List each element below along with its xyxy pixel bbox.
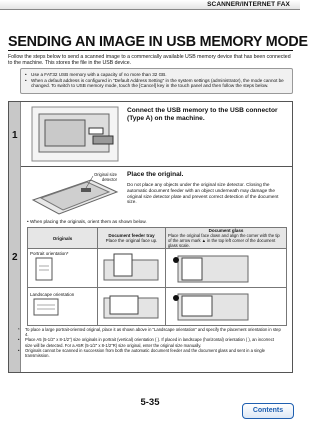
step-1-heading: Connect the USB memory to the USB connector (Type A) on the machine. — [127, 107, 278, 122]
step-2-body: Do not place any objects under the original size detector. Closing the automatic document feeder with an object underneath may damage the original size detector plate and prevent correct detection of the document size. — [127, 182, 279, 205]
portrait-feeder-cell — [98, 249, 166, 288]
footnote-text: Originals cannot be scanned in succession from both the automatic document feeder and the document glass and sent in a single transmission. — [25, 347, 265, 359]
step-2-heading: Place the original. — [127, 171, 184, 178]
note-item: • Use a FAT32 USB memory with a capacity of no more than 32 GB. — [25, 72, 288, 78]
portrait-page-icon — [30, 256, 60, 284]
col-feeder-title: Document feeder tray — [108, 233, 155, 238]
step-1-number: 1 — [12, 130, 18, 141]
step-2-number: 2 — [12, 252, 18, 263]
page-title: SENDING AN IMAGE IN USB MEMORY MODE — [8, 34, 308, 50]
detector-label: Original size detector — [93, 172, 117, 182]
footnote-mark: • — [18, 347, 20, 353]
header-bar — [0, 0, 300, 10]
footnote-mark: * — [18, 327, 20, 332]
col-glass — [166, 228, 287, 249]
footnote-text: Place A5 (5-1/2" x 8-1/2") size originals in portrait (vertical) orientation ( ). If placed in landscape (horizontal) orientation ( ), an incorrect size will be detected. For a A5R (5-1/2" x 8-1/2"R) size original, enter the original size manually. — [25, 337, 274, 348]
col-feeder-sub: Place the original face up. — [105, 238, 158, 243]
portrait-glass-cell — [166, 249, 287, 288]
usb-connector-illustration — [31, 106, 119, 162]
landscape-glass-cell — [166, 288, 287, 326]
footnote — [18, 337, 282, 347]
footnote — [18, 348, 282, 358]
glass-portrait-illustration — [168, 252, 276, 284]
row-portrait-label — [28, 249, 98, 288]
contents-button[interactable]: Contents — [242, 403, 294, 419]
footnotes — [18, 327, 282, 358]
col-originals: Originals — [28, 228, 98, 249]
note-item: • When a default address is configured in "Default Address Setting" in the system settings (administrator), the mode cannot be changed. To switch to USB memory mode, touch the [Cancel] key in the touch panel and then follow the steps below. — [25, 78, 288, 89]
orientation-table — [27, 227, 287, 326]
landscape-page-icon — [30, 297, 64, 321]
portrait-label: Portrait orientation* — [30, 251, 69, 256]
orientation-bullet: • When placing the originals, orient them as shown below. — [27, 219, 147, 224]
page-number: 5-35 — [140, 397, 160, 408]
glass-landscape-illustration — [168, 290, 276, 322]
footnote — [18, 327, 282, 337]
col-glass-sub: Place the original face down and align the corner with the tip of the arrow mark ▲ in the top left corner of the document glass scale. — [168, 233, 280, 248]
footnote-text: To place a large portrait-oriented original, place it as shown above in "Landscape orientation" and specify the placement orientation in step 4. — [25, 327, 281, 338]
col-feeder — [98, 228, 166, 249]
feeder-landscape-illustration — [100, 290, 162, 322]
orientation-bullet-text: When placing the originals, orient them as shown below. — [29, 219, 147, 224]
intro-text: Follow the steps below to send a scanned image to a commercially available USB memory device that has been connected to the machine. This stores the file in the USB device. — [8, 54, 291, 67]
row-landscape-label — [28, 288, 98, 326]
landscape-feeder-cell — [98, 288, 166, 326]
landscape-label: Landscape orientation — [30, 291, 75, 297]
col-glass-title: Document glass — [208, 228, 244, 233]
feeder-portrait-illustration — [100, 252, 162, 284]
section-title: SCANNER/INTERNET FAX — [207, 1, 290, 8]
note-box — [20, 68, 293, 94]
title-underline — [8, 50, 293, 51]
step-divider — [21, 166, 293, 167]
footnote-mark: • — [18, 337, 20, 343]
